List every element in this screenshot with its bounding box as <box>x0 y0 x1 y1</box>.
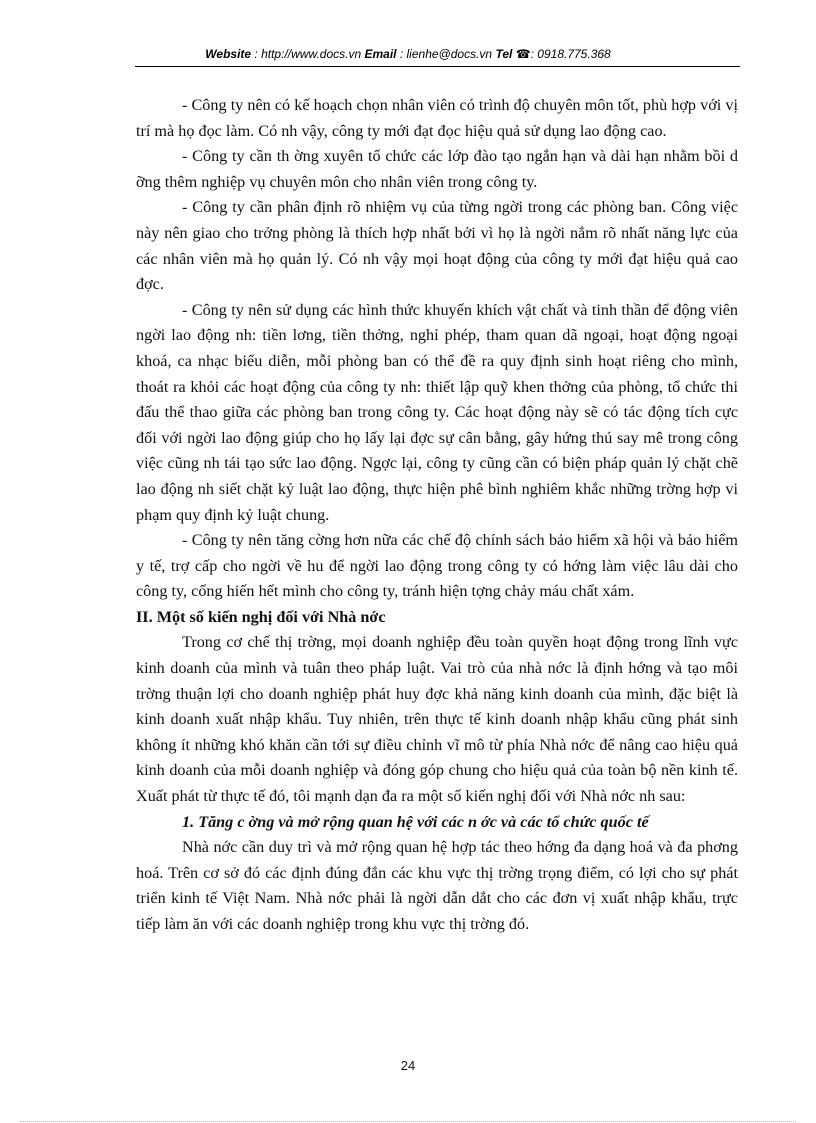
paragraph-insurance: - Công ty nên tăng cờng hơn nữa các chế độ chính sách bảo hiểm xã hội và bảo hiểm y tế, trợ cấp cho ngời về hu để ngời lao động trong công ty có hớng làm việc lâu dài cho công ty, cống hiến hết mình cho công ty, tránh hiện tợng chảy máu chất xám. <box>136 531 738 601</box>
telephone-icon: ☎ <box>515 47 531 61</box>
paragraph-recruitment: - Công ty nên có kế hoạch chọn nhân viên có trình độ chuyên môn tốt, phù hợp với vị trí mà họ đọc làm. Có nh vậy, công ty mới đạt đọc hiệu quả sử dụng lao động cao. <box>136 96 738 140</box>
tel-value: : 0918.775.368 <box>530 47 611 61</box>
paragraph-incentives: - Công ty nên sử dụng các hình thức khuyến khích vật chất và tinh thần để động viên ngời lao động nh: tiền lơng, tiền thởng, nghỉ phép, tham quan dã ngoại, hoạt động ngoại khoá, ca nhạc biểu diễn, mỗi phòng ban có thể đề ra quy định sinh hoạt riêng cho mình, thoát ra khỏi các hoạt động của công ty nh: thiết lập quỹ khen thởng của phòng, tổ chức thi đấu thể thao giữa các phòng ban trong công ty. Các hoạt động này sẽ có tác động tích cực đối với ngời lao động giúp cho họ lấy lại đợc sự cân bằng, gây hứng thú say mê trong công việc cũng nh tái tạo sức lao động. Ngợc lại, công ty cũng cần có biện pháp quản lý chặt chẽ lao động nh siết chặt kỷ luật lao động, thực hiện phê bình nghiêm khắc những trờng hợp vi phạm quy định kỷ luật chung. <box>136 300 738 524</box>
email-label: Email <box>364 47 397 61</box>
subsection-heading: 1. Tăng c ờng và mở rộng quan hệ với các n ớc và các tổ chức quốc tế <box>182 812 649 831</box>
website-separator: : <box>251 47 262 61</box>
paragraph-training: - Công ty cần th ờng xuyên tổ chức các lớp đào tạo ngắn hạn và dài hạn nhằm bồi d ỡng thêm nghiệp vụ chuyên môn cho nhân viên trong công ty. <box>136 147 738 191</box>
website-url[interactable]: http://www.docs.vn <box>261 47 362 61</box>
paragraph-intro: Trong cơ chế thị trờng, mọi doanh nghiệp đều toàn quyền hoạt động trong lĩnh vực kinh doanh của mình và tuân theo pháp luật. Vai trò của nhà nớc là định hớng và tạo môi trờng thuận lợi cho doanh nghiệp phát huy đợc khả năng kinh doanh của mình, đặc biệt là kinh doanh xuất nhập khẩu. Tuy nhiên, trên thực tế kinh doanh nhập khẩu cũng phát sinh không ít những khó khăn cần tới sự điều chỉnh vĩ mô từ phía Nhà nớc để nâng cao hiệu quả kinh doanh của mỗi doanh nghiệp và đóng góp chung cho hiệu quả của toàn bộ nền kinh tế. Xuất phát từ thực tế đó, tôi mạnh dạn đa ra một số kiến nghị đối với Nhà nớc nh sau: <box>136 633 738 806</box>
website-label: Website <box>205 47 252 61</box>
body-text <box>136 93 738 938</box>
footer-divider <box>20 1121 796 1122</box>
paragraph-responsibilities: - Công ty cần phân định rõ nhiệm vụ của từng ngời trong các phòng ban. Công việc này nên giao cho trởng phòng là thích hợp nhất bởi vì họ là ngời nắm rõ nhất năng lực của các nhân viên mà họ quản lý. Có nh vậy mọi hoạt động của công ty mới đạt hiệu quả cao đợc. <box>136 198 738 294</box>
page-number: 24 <box>400 1058 416 1073</box>
header-divider <box>135 66 740 67</box>
section-heading: II. Một số kiến nghị đối với Nhà nớc <box>136 607 386 626</box>
page-header <box>0 47 816 61</box>
email-separator: : <box>396 47 407 61</box>
paragraph-cooperation: Nhà nớc cần duy trì và mở rộng quan hệ hợp tác theo hớng đa dạng hoá và đa phơng hoá. Trên cơ sở đó các định đúng đắn các khu vực thị trờng trọng điểm, có lợi cho sự phát triển kinh tế Việt Nam. Nhà nớc phải là ngời dẫn dắt cho các đơn vị xuất nhập khẩu, trực tiếp làm ăn với các doanh nghiệp trong khu vực thị trờng đó. <box>136 838 738 933</box>
email-value[interactable]: lienhe@docs.vn <box>406 47 493 61</box>
tel-label: Tel <box>495 47 513 61</box>
